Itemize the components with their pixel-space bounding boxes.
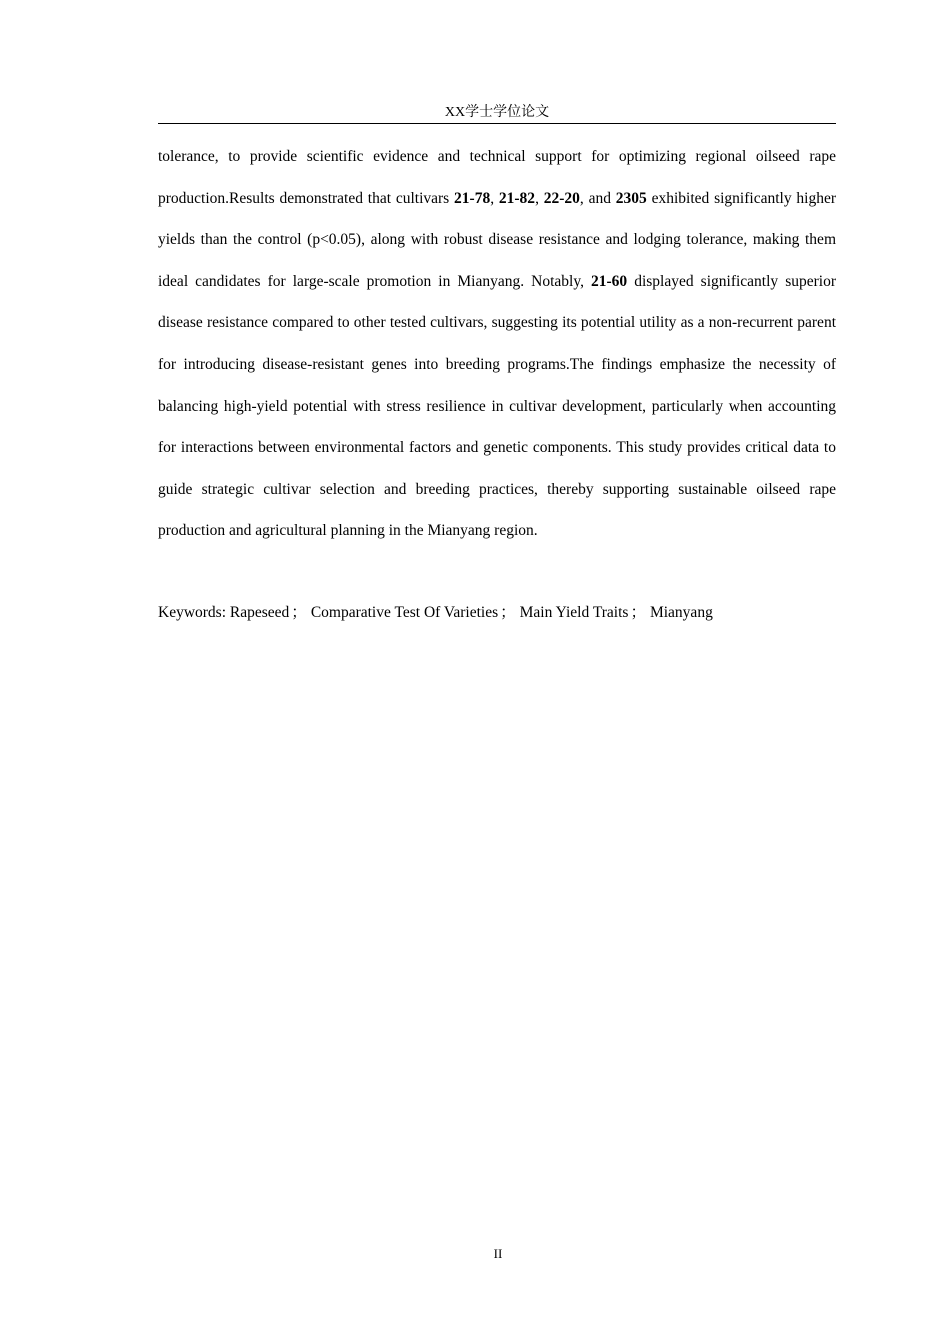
abstract-paragraph — [158, 136, 836, 552]
keyword-item: Comparative Test Of Varieties — [310, 604, 499, 621]
cultivar-name: 21-82 — [498, 189, 536, 207]
header-title: XX学士学位论文 — [444, 105, 550, 120]
keyword-item: Rapeseed — [229, 604, 290, 621]
abstract-text: tolerance, to provide scientific evidence and technical support for optimizing regional oilseed rape production.Results demonstrated that cultivars — [158, 148, 836, 207]
page-footer — [0, 1244, 950, 1264]
keyword-item: Mianyang — [649, 604, 713, 621]
page-header — [158, 103, 836, 124]
abstract-text: displayed significantly superior disease resistance compared to other tested cultivars, suggesting its potential utility as a non-recurrent parent for introducing disease-resistant genes into breeding programs.The findings emphasize the necessity of balancing high-yield potential with stress resilience in cultivar development, particularly when accounting for interactions between environmental factors and genetic components. This study provides critical data to guide strategic cultivar selection and breeding practices, thereby supporting sustainable oilseed rape production and agricultural planning in the Mianyang region. — [158, 272, 836, 540]
abstract-text: exhibited significantly higher yields than the control (p<0.05), along with robust disease resistance and lodging tolerance, making them ideal candidates for large-scale promotion in Mianyang. Notably, — [158, 189, 836, 290]
keywords-line — [158, 592, 836, 634]
abstract-body — [158, 136, 836, 552]
keyword-separator: ； — [500, 604, 516, 621]
page-number: II — [493, 1246, 503, 1261]
keyword-separator: ； — [630, 604, 646, 621]
abstract-text: , — [490, 189, 499, 207]
abstract-text: , and — [579, 189, 616, 207]
cultivar-name: 21-60 — [591, 272, 628, 290]
cultivar-name: 22-20 — [543, 189, 580, 207]
abstract-text: , — [535, 189, 544, 207]
cultivar-name: 21-78 — [454, 189, 491, 207]
keywords-label: Keywords: — [158, 604, 227, 621]
cultivar-name: 2305 — [615, 189, 647, 207]
keyword-item: Main Yield Traits — [519, 604, 629, 621]
keyword-separator: ； — [291, 604, 307, 621]
